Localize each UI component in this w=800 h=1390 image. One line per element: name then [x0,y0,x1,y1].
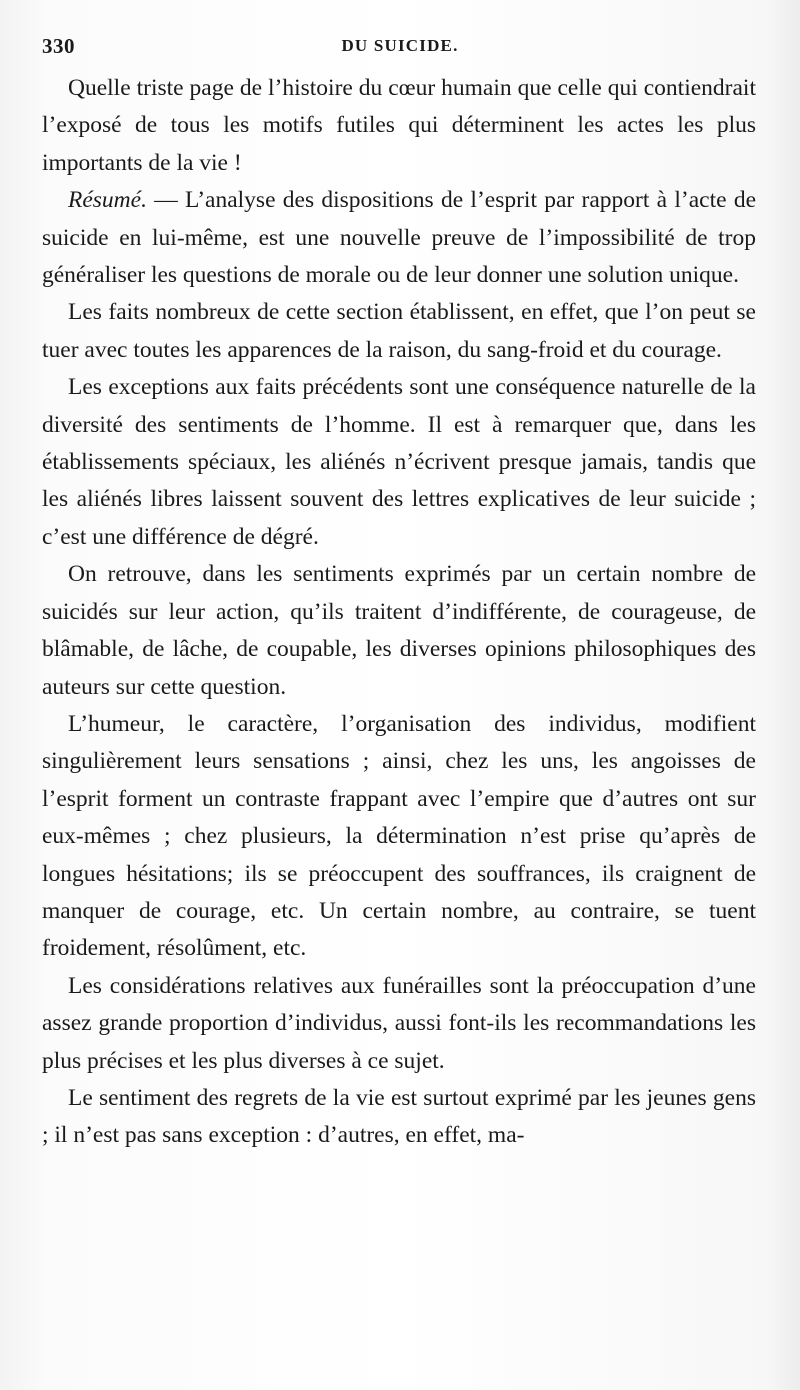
paragraph-text: — L’analyse des dispositions de l’esprit par rapport à l’acte de suicide en lui-même, est une nouvelle preuve de l’impossibilité de trop généraliser les questions de morale ou de leur donner une solution unique. [42,187,756,289]
body-text [42,70,756,1155]
page-number: 330 [42,34,75,58]
paragraph [42,70,756,182]
paragraph [42,1080,756,1155]
paragraph [42,706,756,968]
paragraph-text: Les considérations relatives aux funérailles sont la préoccupation d’une assez grande proportion d’individus, aussi font-ils les recommandations les plus précises et les plus diverses à ce sujet. [42,972,756,1074]
paragraph-text: Quelle triste page de l’histoire du cœur humain que celle qui contiendrait l’exposé de tous les motifs futiles qui déterminent les actes les plus importants de la vie ! [42,75,756,176]
paragraph [42,182,756,294]
running-head: DU SUICIDE. [341,36,459,55]
paragraph-text: On retrouve, dans les sentiments exprimés par un certain nombre de suicidés sur leur action, qu’ils traitent d’indifférente, de courageuse, de blâmable, de lâche, de coupable, les diverses opinions philosophiques des auteurs sur cette question. [42,561,756,700]
paragraph [42,556,756,706]
page-header [42,34,758,60]
paragraph [42,294,756,369]
paragraph-text: Les faits nombreux de cette section établissent, en effet, que l’on peut se tuer avec toutes les apparences de la raison, du sang-froid et du courage. [42,299,756,363]
paragraph-text: Les exceptions aux faits précédents sont une conséquence naturelle de la diversité des sentiments de l’homme. Il est à remarquer que, dans les établissements spéciaux, les aliénés n’écrivent presque jamais, tandis que les aliénés libres laissent souvent des lettres explicatives de leur suicide ; c’est une différence de dégré. [42,374,756,550]
paragraph [42,369,756,556]
paragraph-text: Le sentiment des regrets de la vie est surtout exprimé par les jeunes gens ; il n’est pas sans exception : d’autres, en effet, ma- [42,1084,756,1149]
paragraph-lead: Résumé. [68,187,147,214]
paragraph [42,968,756,1080]
paragraph-text: L’humeur, le caractère, l’organisation des individus, modifient singulièrement leurs sensations ; ainsi, chez les uns, les angoisses de l’esprit forment un contraste frappant avec l’empire que d’autres ont sur eux-mêmes ; chez plusieurs, la détermination n’est prise qu’après de longues hésitations; ils se préoccupent des souffrances, ils craignent de manquer de courage, etc. Un certain nombre, au contraire, se tuent froidement, résolûment, etc. [42,710,756,962]
